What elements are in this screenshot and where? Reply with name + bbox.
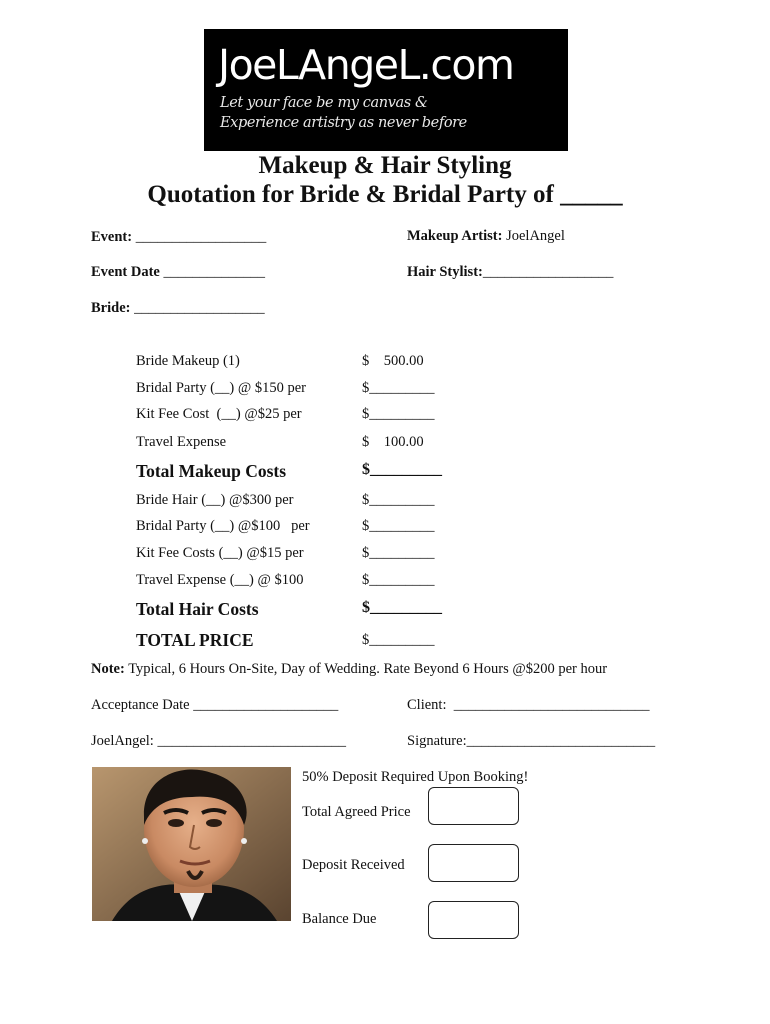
artist-photo — [92, 767, 291, 921]
bride-blank: __________________ — [134, 300, 265, 316]
total-hair-amount[interactable]: $_________ — [362, 599, 442, 616]
logo-banner — [204, 29, 568, 151]
hair-stylist-blank: __________________ — [482, 264, 614, 280]
total-makeup-amount[interactable]: $_________ — [362, 461, 442, 478]
client-signature-field[interactable]: Signature:__________________________ — [407, 733, 656, 749]
note-label: Note: — [91, 661, 125, 677]
hair-item-amount[interactable]: $_________ — [362, 518, 435, 534]
event-label: Event: — [91, 229, 133, 245]
event-date-blank: ______________ — [163, 264, 265, 280]
note — [91, 661, 607, 678]
makeup-item-amount: $ 100.00 — [362, 434, 424, 450]
total-agreed-price-label: Total Agreed Price — [302, 804, 411, 820]
deposit-received-box[interactable] — [428, 844, 519, 882]
makeup-item-label: Bride Makeup (1) — [136, 353, 240, 369]
hair-stylist-label: Hair Stylist: — [407, 264, 483, 280]
event-blank: __________________ — [135, 229, 267, 245]
hair-item-amount[interactable]: $_________ — [362, 545, 435, 561]
bride-field[interactable] — [91, 300, 265, 317]
makeup-artist-label: Makeup Artist: — [407, 228, 503, 244]
portrait-image — [92, 767, 291, 921]
hair-item-label: Bride Hair (__) @$300 per — [136, 492, 294, 508]
hair-item-label: Travel Expense (__) @ $100 — [136, 572, 304, 588]
deposit-received-label: Deposit Received — [302, 857, 405, 873]
makeup-item-amount: $ 500.00 — [362, 353, 424, 369]
makeup-item-amount[interactable]: $_________ — [362, 406, 435, 422]
total-price-label: TOTAL PRICE — [136, 630, 254, 650]
makeup-artist-value: JoelAngel — [506, 228, 565, 244]
page-title: Makeup & Hair Styling — [258, 152, 512, 179]
event-field[interactable] — [91, 229, 266, 246]
balance-due-box[interactable] — [428, 901, 519, 939]
event-date-label: Event Date — [91, 264, 160, 280]
makeup-item-label: Bridal Party (__) @ $150 per — [136, 380, 306, 396]
deposit-required-text: 50% Deposit Required Upon Booking! — [302, 769, 529, 785]
total-price-amount[interactable]: $_________ — [362, 632, 435, 648]
client-field[interactable]: Client: ___________________________ — [407, 697, 650, 713]
balance-due-label: Balance Due — [302, 911, 377, 927]
hair-stylist-field[interactable] — [407, 264, 613, 281]
joelangel-signature-field[interactable]: JoelAngel: __________________________ — [91, 733, 346, 749]
page-subtitle: Quotation for Bride & Bridal Party of _____ — [147, 181, 623, 208]
makeup-artist-field — [407, 228, 565, 245]
event-date-field[interactable] — [91, 264, 265, 281]
makeup-item-label: Kit Fee Cost (__) @$25 per — [136, 406, 302, 422]
makeup-item-label: Travel Expense — [136, 434, 227, 450]
bride-label: Bride: — [91, 300, 131, 316]
hair-item-label: Bridal Party (__) @$100 per — [136, 518, 310, 534]
logo-tagline-2: Experience artistry as never before — [220, 115, 467, 131]
hair-item-amount[interactable]: $_________ — [362, 492, 435, 508]
hair-item-amount[interactable]: $_________ — [362, 572, 435, 588]
logo-title: JoeLAngeL.com — [218, 41, 514, 89]
note-text: Typical, 6 Hours On-Site, Day of Wedding. Rate Beyond 6 Hours @$200 per hour — [124, 661, 608, 677]
hair-item-label: Kit Fee Costs (__) @$15 per — [136, 545, 304, 561]
total-hair-label: Total Hair Costs — [136, 599, 259, 619]
total-makeup-label: Total Makeup Costs — [136, 461, 287, 481]
acceptance-date-field[interactable]: Acceptance Date ____________________ — [91, 697, 339, 713]
total-agreed-price-box[interactable] — [428, 787, 519, 825]
logo-tagline-1: Let your face be my canvas & — [220, 95, 428, 111]
makeup-item-amount[interactable]: $_________ — [362, 380, 435, 396]
